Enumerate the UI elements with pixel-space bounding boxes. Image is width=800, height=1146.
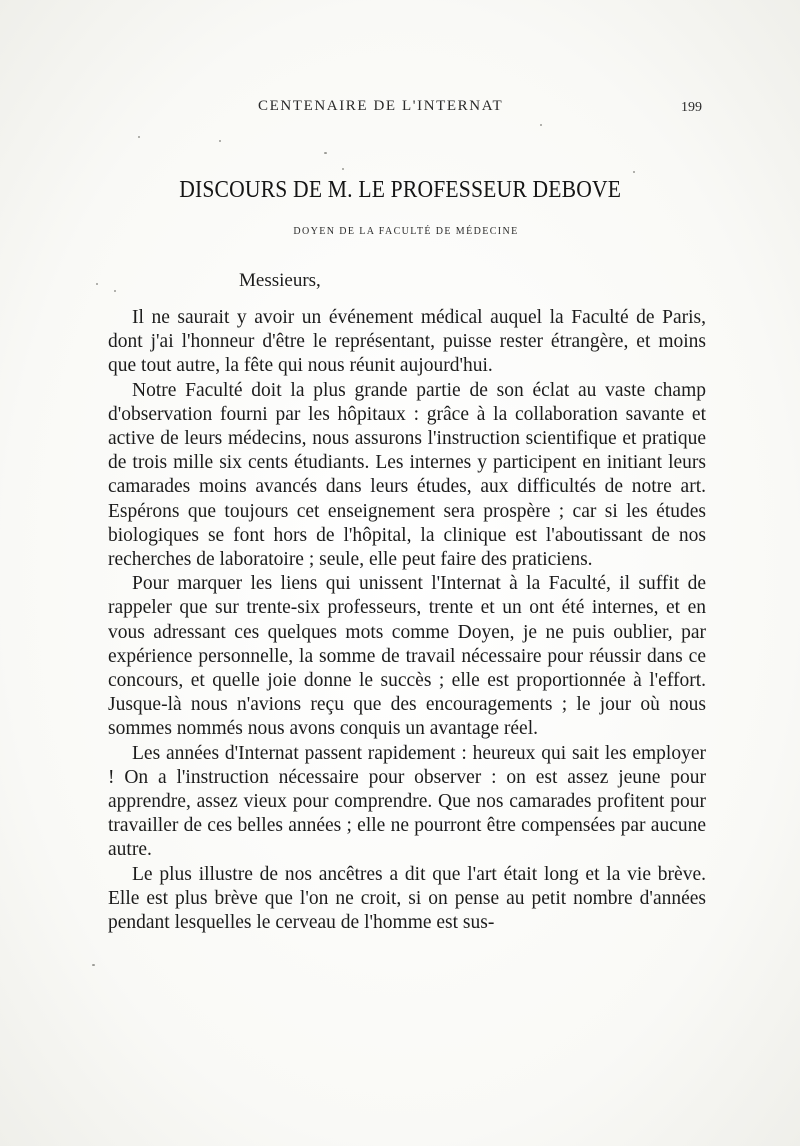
scan-speck (540, 124, 542, 126)
paragraph: Les années d'Internat passent rapidement : heureux qui sait les employer ! On a l'instruction nécessaire pour observer : on est assez jeune pour apprendre, assez vieux pour comprendre. Que nos camarades profitent pour travailler de ces belles années ; elle ne pourront être compensées par aucune autre. (108, 742, 706, 861)
scan-speck (633, 171, 635, 173)
page-number: 199 (681, 100, 702, 115)
paragraph: Il ne saurait y avoir un événement médical auquel la Faculté de Paris, dont j'ai l'honneur d'être le représentant, puisse rester étrangère, et moins que tout autre, la fête qui nous réunit aujourd'hui. (108, 307, 706, 377)
salutation: Messieurs, (239, 270, 321, 291)
scan-speck (96, 283, 98, 285)
paragraph: Pour marquer les liens qui unissent l'Internat à la Faculté, il suffit de rappeler que sur trente-six professeurs, trente et un ont été internes, et en vous adressant ces quelques mots comme Doyen, je ne puis oublier, par expérience personnelle, la somme de travail nécessaire pour réussir dans ce concours, et quelle joie donne le succès ; elle est proportionnée à l'effort. Jusque-là nous n'avions reçu que des encouragements ; le jour où nous sommes nommés nous avons conquis un avantage réel. (108, 573, 706, 740)
running-title: CENTENAIRE DE L'INTERNAT (258, 98, 504, 114)
running-head (0, 98, 800, 118)
section-subheading: DOYEN DE LA FACULTÉ DE MÉDECINE (293, 226, 519, 237)
scan-speck (342, 168, 344, 170)
body-text (108, 306, 706, 935)
scan-speck (114, 290, 116, 292)
section-heading: DISCOURS DE M. LE PROFESSEUR DEBOVE (179, 177, 622, 203)
paragraph: Le plus illustre de nos ancêtres a dit que l'art était long et la vie brève. Elle est plus brève que l'on ne croit, si on pense au petit nombre d'années pendant lesquelles le cerveau de l'homme est sus- (108, 863, 706, 934)
scan-speck (324, 152, 327, 154)
scan-speck (138, 136, 140, 138)
paragraph: Notre Faculté doit la plus grande partie de son éclat au vaste champ d'observation fourni par les hôpitaux : grâce à la collaboration savante et active de leurs médecins, nous assurons l'instruction scientifique et pratique de trois mille six cents étudiants. Les internes y participent en initiant leurs camarades moins avancés dans leurs études, aux difficultés de notre art. Espérons que toujours cet enseignement sera prospère ; car si les études biologiques se font hors de l'hôpital, la clinique est l'aboutissant de nos recherches de laboratoire ; seule, elle peut faire des praticiens. (108, 379, 706, 571)
scan-speck (92, 964, 95, 966)
scan-speck (219, 140, 221, 142)
